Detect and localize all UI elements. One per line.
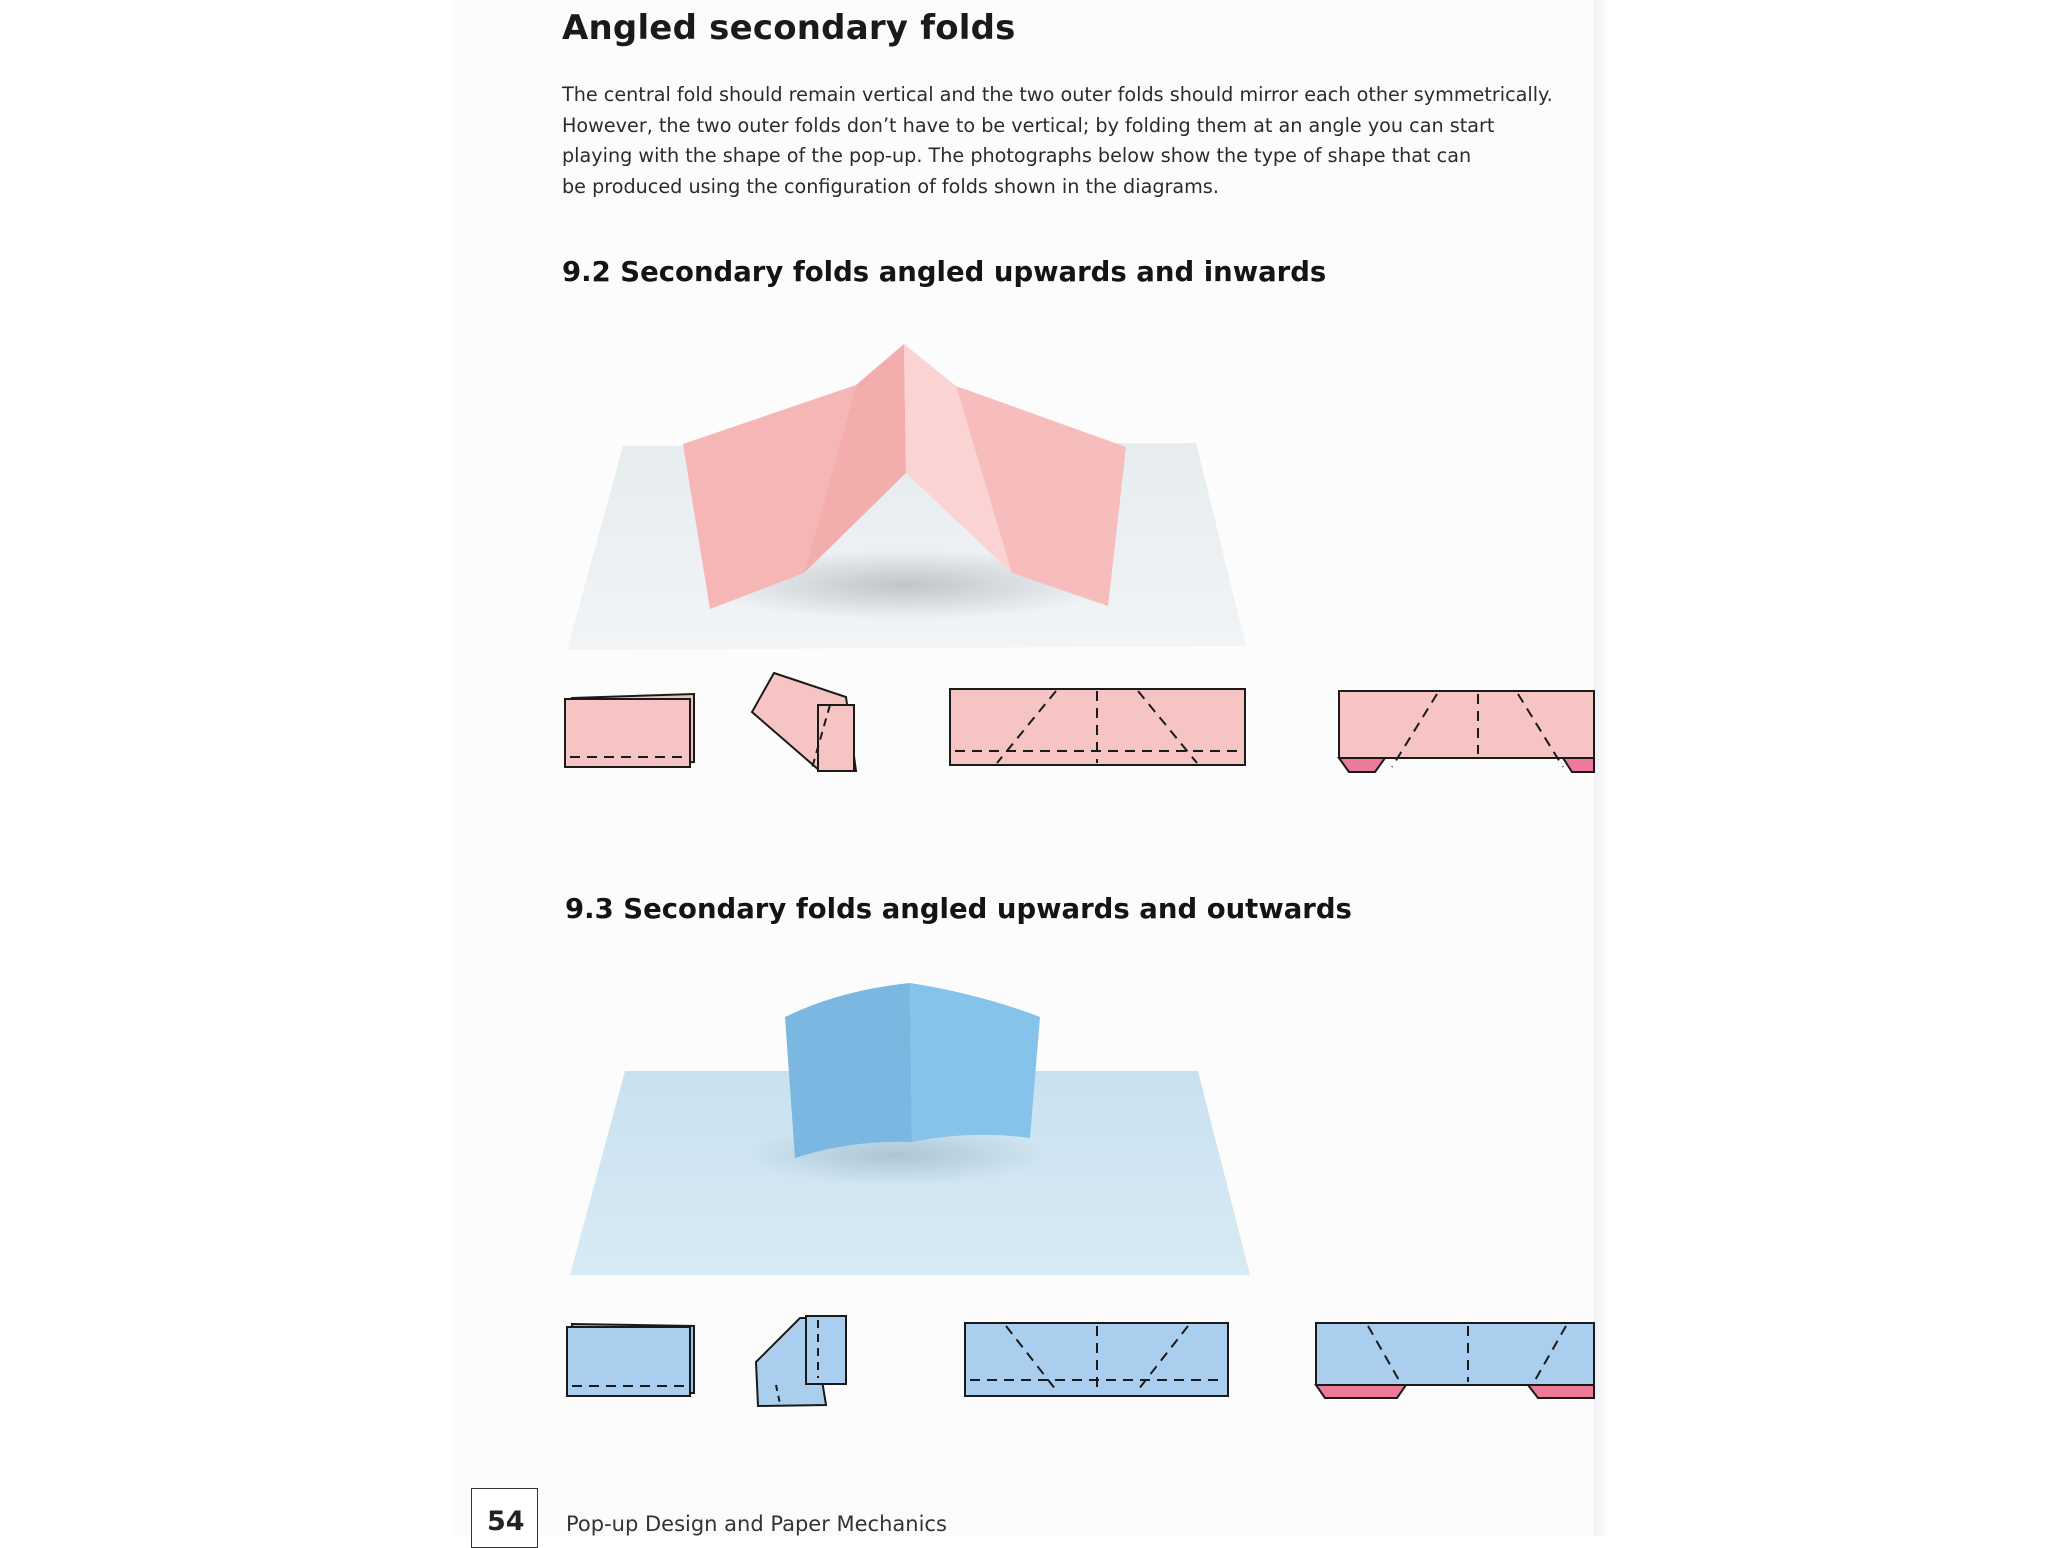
page-number: 54 [487,1506,525,1537]
page-gutter-shadow [1594,0,1608,1536]
intro-line: playing with the shape of the pop-up. The photographs below show the type of shape that can [562,144,1472,167]
intro-line: be produced using the configuration of folds shown in the diagrams. [562,174,1219,198]
page-heading: Angled secondary folds [562,8,1016,48]
section-heading-9-3: 9.3 Secondary folds angled upwards and outwards [565,893,1352,925]
book-page [453,0,1594,1536]
intro-line: The central fold should remain vertical and the two outer folds should mirror each other symmetrically. [562,83,1553,106]
intro-line: However, the two outer folds don’t have to be vertical; by folding them at an angle you can start [562,113,1495,137]
intro-paragraph [562,80,1592,202]
running-title: Pop-up Design and Paper Mechanics [566,1512,947,1536]
section-heading-9-2: 9.2 Secondary folds angled upwards and inwards [562,256,1327,288]
